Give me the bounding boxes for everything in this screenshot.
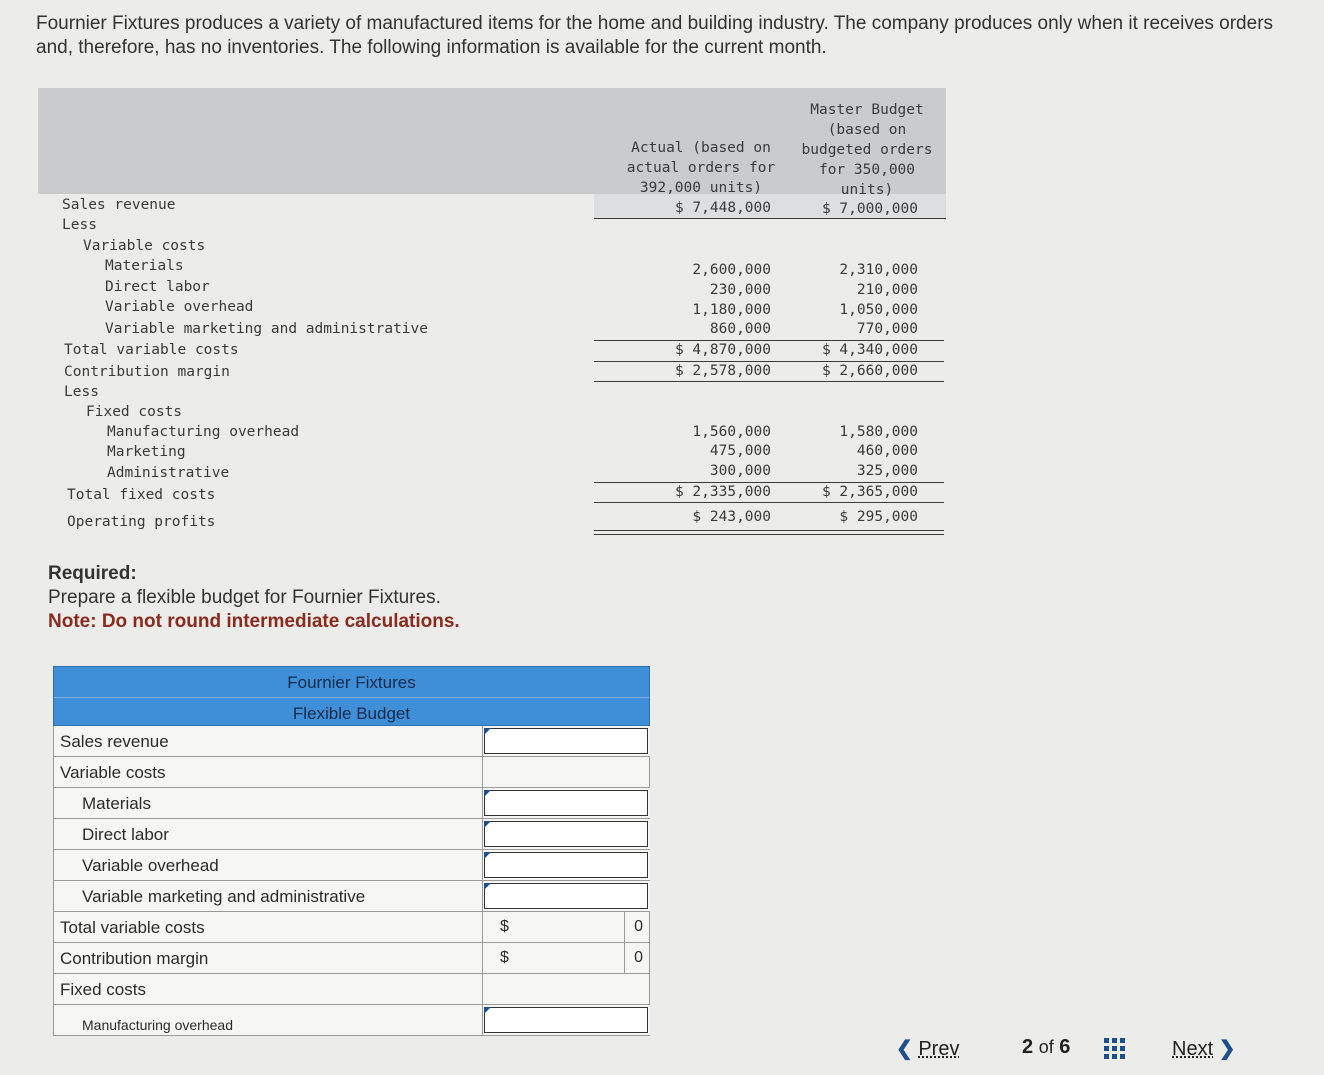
computed-value: 0: [634, 949, 643, 966]
variable-overhead-input[interactable]: [484, 852, 648, 878]
label-fixed-costs: Fixed costs: [86, 404, 183, 420]
master-total-variable: $ 4,340,000: [821, 342, 918, 358]
currency-symbol: $: [500, 949, 509, 966]
rule-under-total-fixed: [594, 502, 944, 503]
total-variable-output: [484, 912, 650, 942]
master-materials: 2,310,000: [839, 262, 918, 278]
label-operating-profits: Operating profits: [67, 514, 216, 530]
flex-row-sales-revenue: [53, 726, 650, 757]
flex-label: Total variable costs: [53, 912, 483, 942]
data-table: [38, 88, 946, 544]
direct-labor-input[interactable]: [484, 821, 648, 847]
label-sales-revenue: Sales revenue: [62, 197, 176, 213]
label-administrative: Administrative: [107, 465, 230, 481]
next-button[interactable]: [1172, 1036, 1235, 1061]
flex-label: Manufacturing overhead: [53, 1005, 483, 1035]
actual-sales-revenue: $ 7,448,000: [674, 200, 771, 216]
flex-row-fixed-costs: [53, 974, 650, 1005]
flex-label: Fixed costs: [53, 974, 483, 1004]
flex-row-variable-costs: [53, 757, 650, 788]
master-variable-overhead: 1,050,000: [839, 302, 918, 318]
label-total-fixed: Total fixed costs: [67, 487, 216, 503]
master-marketing: 460,000: [856, 443, 918, 459]
actual-marketing: 475,000: [709, 443, 771, 459]
next-label: Next: [1172, 1038, 1214, 1060]
empty-cell: [484, 757, 650, 787]
sales-revenue-input[interactable]: [484, 728, 648, 754]
flexible-budget-form: [53, 666, 650, 1033]
actual-total-variable: $ 4,870,000: [674, 342, 771, 358]
label-variable-overhead: Variable overhead: [105, 299, 254, 315]
flex-label: Variable costs: [53, 757, 483, 787]
actual-direct-labor: 230,000: [709, 282, 771, 298]
flex-row-direct-labor: [53, 819, 650, 850]
label-contribution: Contribution margin: [64, 364, 230, 380]
chevron-left-icon: ❮: [896, 1038, 913, 1060]
flex-label: Variable marketing and administrative: [53, 881, 483, 911]
flex-title: Flexible Budget: [292, 704, 411, 723]
flex-row-total-variable: [53, 912, 650, 943]
required-task: Prepare a flexible budget for Fournier Fixtures.: [48, 587, 441, 608]
flex-label: Direct labor: [53, 819, 483, 849]
materials-input[interactable]: [484, 790, 648, 816]
grid-icon[interactable]: [1104, 1038, 1126, 1060]
label-materials: Materials: [105, 258, 184, 274]
prev-label: Prev: [918, 1038, 960, 1060]
label-direct-labor: Direct labor: [105, 279, 210, 295]
rule-above-total-fixed: [594, 482, 944, 483]
flex-label: Variable overhead: [53, 850, 483, 880]
required-heading: Required:: [48, 563, 137, 584]
master-contribution: $ 2,660,000: [821, 363, 918, 379]
master-mfg-overhead: 1,580,000: [839, 424, 918, 440]
rule-above-total-variable: [594, 340, 944, 341]
label-variable-costs: Variable costs: [83, 238, 206, 254]
current-page: 2: [1022, 1036, 1034, 1058]
actual-materials: 2,600,000: [692, 262, 771, 278]
empty-cell: [484, 974, 650, 1004]
computed-value: 0: [634, 918, 643, 935]
label-marketing: Marketing: [107, 444, 186, 460]
rule-under-contribution: [594, 381, 944, 382]
label-var-mkt-admin: Variable marketing and administrative: [105, 321, 429, 337]
label-mfg-overhead: Manufacturing overhead: [107, 424, 300, 440]
actual-variable-overhead: 1,180,000: [692, 302, 771, 318]
flex-row-materials: [53, 788, 650, 819]
master-var-mkt-admin: 770,000: [856, 321, 918, 337]
flex-label: Sales revenue: [53, 726, 483, 756]
label-less: Less: [62, 217, 97, 233]
master-operating-profits: $ 295,000: [839, 509, 918, 525]
flex-row-var-mkt-admin: [53, 881, 650, 912]
flex-label: Materials: [53, 788, 483, 818]
rule-under-sales: [594, 218, 946, 219]
chevron-right-icon: ❯: [1218, 1038, 1236, 1060]
required-section: [48, 562, 460, 634]
actual-var-mkt-admin: 860,000: [709, 321, 771, 337]
label-total-variable: Total variable costs: [64, 342, 239, 358]
flex-row-contribution: [53, 943, 650, 974]
flex-label: Contribution margin: [53, 943, 483, 973]
mfg-overhead-input[interactable]: [484, 1007, 648, 1033]
rule-above-contribution: [594, 361, 944, 362]
currency-symbol: $: [500, 918, 509, 935]
master-administrative: 325,000: [856, 463, 918, 479]
actual-administrative: 300,000: [709, 463, 771, 479]
flex-company: Fournier Fixtures: [54, 667, 649, 698]
actual-total-fixed: $ 2,335,000: [674, 484, 771, 500]
master-total-fixed: $ 2,365,000: [821, 484, 918, 500]
double-rule-operating-profits: [594, 530, 944, 535]
actual-contribution: $ 2,578,000: [674, 363, 771, 379]
actual-operating-profits: $ 243,000: [692, 509, 771, 525]
contribution-output: [484, 943, 650, 973]
flex-row-mfg-overhead: [53, 1005, 650, 1036]
page-of: of: [1038, 1037, 1054, 1057]
flex-row-variable-overhead: [53, 850, 650, 881]
actual-mfg-overhead: 1,560,000: [692, 424, 771, 440]
col-header-actual: Actual (based on actual orders for 392,000 units): [626, 140, 776, 196]
required-note: Note: Do not round intermediate calculations.: [48, 611, 460, 632]
var-mkt-admin-input[interactable]: [484, 883, 648, 909]
col-header-master: Master Budget (based on budgeted orders for 350,000 units): [801, 102, 933, 198]
master-direct-labor: 210,000: [856, 282, 918, 298]
prev-button[interactable]: [896, 1036, 959, 1061]
total-pages: 6: [1059, 1036, 1071, 1058]
intro-paragraph: Fournier Fixtures produces a variety of manufactured items for the home and building industry. The company produces only when it receives orders and, therefore, has no inventories. The following information is available for the current month.: [36, 13, 1274, 58]
label-less: Less: [64, 384, 99, 400]
master-sales-revenue: $ 7,000,000: [821, 201, 918, 217]
page-indicator: [1022, 1036, 1070, 1059]
flex-title-block: [53, 666, 650, 726]
